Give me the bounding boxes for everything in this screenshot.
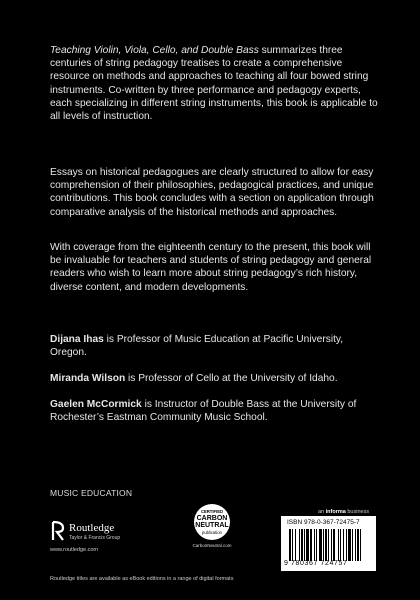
subject-category: MUSIC EDUCATION [50, 488, 133, 498]
author-bio-3 [50, 398, 380, 424]
carbon-certified: CERTIFIED [200, 509, 224, 514]
barcode-bar [346, 529, 347, 561]
description-paragraph-2: Essays on historical pedagogues are clearly structured to allow for easy comprehension of their philosophies, pedagogical practices, and unique contributions. This book concludes with a section on application through comparative analysis of the historical methods and approaches. [50, 167, 374, 218]
carbon-publication: publication [201, 530, 223, 535]
routledge-mark-icon [50, 520, 66, 542]
carbon-line-2: NEUTRAL [195, 522, 229, 529]
author-name: Gaelen McCormick [50, 399, 142, 410]
barcode-bar [299, 529, 300, 561]
barcode-bar [355, 529, 356, 561]
publisher-name: Routledge [69, 522, 115, 534]
informa-suffix: business [345, 509, 370, 515]
barcode-bar [328, 529, 329, 561]
barcode-bar [314, 529, 315, 561]
author-description: is Professor of Cello at the University of Idaho. [125, 373, 338, 384]
informa-business [318, 509, 369, 515]
carbon-neutral-title [194, 515, 230, 529]
author-name: Dijana Ihas [50, 334, 104, 345]
book-title: Teaching Violin, Viola, Cello, and Double Bass [50, 45, 259, 56]
barcode-bar [292, 529, 293, 561]
carbon-url: CarbonNeutral.com [192, 543, 232, 548]
publisher-logo [50, 520, 150, 560]
author-bio-2 [50, 372, 380, 385]
barcode-bar [343, 529, 344, 561]
barcode-bar [333, 529, 335, 561]
author-name: Miranda Wilson [50, 373, 126, 384]
barcode-bar [323, 529, 324, 561]
barcode-bar [331, 529, 332, 561]
informa-brand: informa [325, 509, 346, 515]
barcode-icon [289, 529, 369, 561]
barcode-bar [316, 529, 317, 561]
barcode-bar [304, 529, 305, 561]
barcode-bar [289, 529, 291, 561]
description-paragraph-1 [50, 44, 380, 123]
barcode-bar [340, 529, 341, 561]
barcode-bar [352, 529, 353, 561]
description-paragraph-3: With coverage from the eighteenth century to the present, this book will be invaluable for teachers and students of string pedagogy and general readers who wish to learn more about string pedagogy’s rich history, diverse content, and modern developments. [50, 242, 372, 293]
description-text: summarizes three centuries of string pedagogy treatises to create a comprehensive resource on methods and approaches to teaching all four bowed string instruments. Co-written by three performance and pedagogy experts, each specializing in different string instruments, this book is applicable to all levels of instruction. [50, 45, 378, 123]
informa-prefix: an [318, 509, 326, 515]
barcode-bar [360, 529, 361, 561]
author-bio-1 [50, 333, 380, 359]
publisher-group: Taylor & Francis Group [69, 535, 121, 541]
barcode-bar [348, 529, 351, 561]
ebook-note: Routledge titles are available as eBook editions in a range of digital formats [50, 576, 234, 582]
barcode-digits: 9 780367 724757 [284, 560, 348, 567]
barcode-bar [295, 529, 296, 561]
barcode-bar [306, 529, 309, 561]
isbn-number: ISBN 978-0-367-72475-7 [287, 519, 360, 526]
isbn-barcode [281, 516, 376, 571]
barcode-bar [319, 529, 322, 561]
barcode-bar [301, 529, 303, 561]
barcode-bar [357, 529, 359, 561]
barcode-bar [310, 529, 312, 561]
publisher-url: www.routledge.com [50, 547, 98, 553]
barcode-bar [325, 529, 327, 561]
carbon-neutral-badge [190, 504, 234, 550]
carbon-line-1: CARBON [196, 515, 228, 522]
author-description: is Professor of Music Education at Pacific University, Oregon. [50, 334, 344, 359]
author-description: is Instructor of Double Bass at the University of Rochester’s Eastman Community Music School. [50, 399, 357, 424]
barcode-bar [338, 529, 339, 561]
